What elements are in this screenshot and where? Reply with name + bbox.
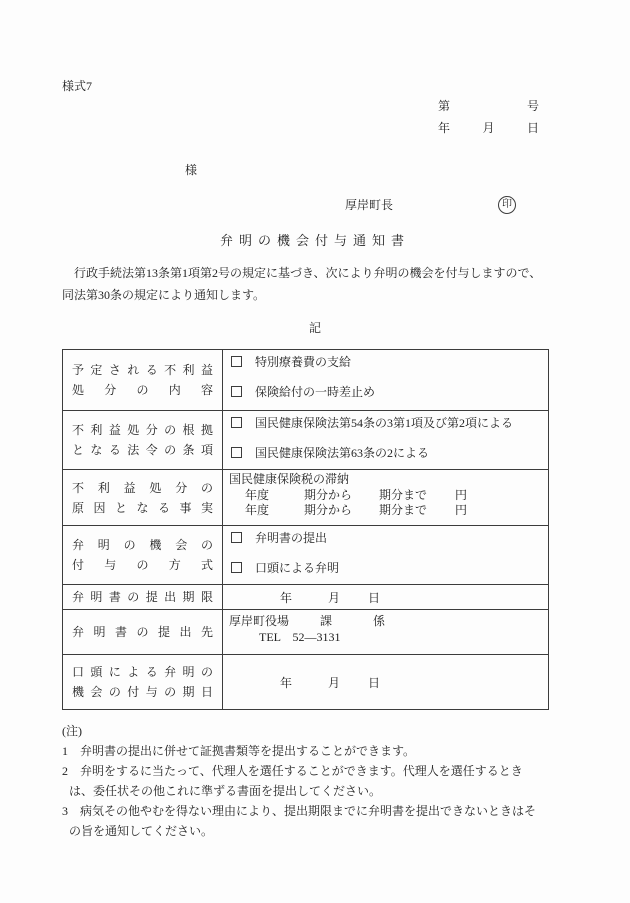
row-value-cell bbox=[223, 655, 549, 710]
row-label-line: 不利益処分の根拠 bbox=[72, 423, 213, 437]
row-label-line: 付与の方式 bbox=[72, 558, 213, 572]
sender-name: 厚岸町長 bbox=[345, 198, 394, 212]
destination-office-line bbox=[229, 613, 542, 629]
table-row-disposition-content bbox=[63, 350, 549, 411]
table-row-deadline bbox=[63, 585, 549, 610]
date-month-label: 月 bbox=[482, 121, 495, 135]
form-table bbox=[62, 349, 549, 710]
row-label-line: 弁明書の提出先 bbox=[72, 625, 213, 639]
facts-heading: 国民健康保険税の滞納 bbox=[229, 472, 350, 486]
row-label-line: となる法令の条項 bbox=[72, 443, 213, 457]
row-label-cell bbox=[63, 411, 223, 470]
table-row-method bbox=[63, 526, 549, 585]
table-row-facts bbox=[63, 470, 549, 526]
period-to-label: 期分まで bbox=[379, 503, 428, 517]
date-day-label: 日 bbox=[368, 675, 381, 690]
date-year-label: 年 bbox=[438, 121, 451, 135]
form-number: 様式7 bbox=[62, 79, 93, 93]
period-from-label: 期分から bbox=[304, 487, 353, 502]
yen-label: 円 bbox=[455, 487, 468, 502]
row-value-cell bbox=[223, 585, 549, 610]
notes-section bbox=[62, 721, 568, 841]
row-label-line: 機会の付与の期日 bbox=[72, 685, 213, 699]
addressee-suffix: 様 bbox=[185, 163, 198, 177]
row-value-cell bbox=[223, 610, 549, 655]
checkbox-icon[interactable] bbox=[231, 532, 242, 543]
row-label-cell bbox=[63, 470, 223, 526]
period-from-label: 期分から bbox=[304, 503, 353, 517]
row-label-line: 弁明書の提出期限 bbox=[72, 590, 213, 604]
row-label-cell bbox=[63, 350, 223, 411]
section-label: 課 bbox=[320, 614, 333, 628]
row-label-line: 予定される不利益 bbox=[72, 363, 213, 377]
table-row-destination bbox=[63, 610, 549, 655]
facts-period-line bbox=[229, 503, 542, 519]
doc-number-prefix: 第 bbox=[438, 99, 451, 113]
body-line-1: 行政手続法第13条第1項第2号の規定に基づき、次により弁明の機会を付与しますので、 bbox=[62, 266, 542, 280]
ki-marker: 記 bbox=[308, 321, 321, 335]
note-line-3-continued: の旨を通知してください。 bbox=[69, 824, 214, 838]
document-title: 弁明の機会付与通知書 bbox=[219, 233, 410, 248]
note-line-1: 1 弁明書の提出に併せて証拠書類等を提出することができます。 bbox=[62, 744, 416, 758]
date-day-label: 日 bbox=[526, 121, 539, 135]
row-value-cell bbox=[223, 526, 549, 585]
row-value-cell bbox=[223, 411, 549, 470]
doc-number-suffix: 号 bbox=[526, 99, 539, 113]
option-item bbox=[231, 445, 540, 461]
note-line-3: 3 病気その他やむを得ない理由により、提出期限までに弁明書を提出できないときはそ bbox=[62, 804, 537, 818]
row-label-line: 弁明の機会の bbox=[72, 538, 213, 552]
fiscal-year-label: 年度 bbox=[245, 487, 270, 502]
seal-icon: 印 bbox=[498, 196, 516, 214]
row-label-cell bbox=[63, 610, 223, 655]
yen-label: 円 bbox=[455, 503, 468, 517]
row-label-cell bbox=[63, 655, 223, 710]
option-label: 弁明書の提出 bbox=[255, 531, 328, 545]
option-label: 国民健康保険法第63条の2による bbox=[255, 446, 430, 460]
row-value-cell bbox=[223, 350, 549, 411]
option-label: 国民健康保険法第54条の3第1項及び第2項による bbox=[255, 416, 514, 430]
date-month-label: 月 bbox=[328, 675, 341, 690]
date-month-label: 月 bbox=[328, 590, 341, 605]
note-line-2: 2 弁明をするに当たって、代理人を選任することができます。代理人を選任するとき bbox=[62, 764, 523, 778]
note-line-2-continued: は、委任状その他これに準ずる書面を提出してください。 bbox=[69, 784, 382, 798]
row-label-cell bbox=[63, 585, 223, 610]
row-label-line: 不利益処分の bbox=[72, 480, 213, 495]
date-year-label: 年 bbox=[280, 590, 293, 605]
notes-heading: (注) bbox=[62, 724, 82, 738]
period-to-label: 期分まで bbox=[379, 487, 428, 502]
facts-period-line bbox=[229, 488, 542, 504]
body-paragraph bbox=[62, 262, 568, 306]
table-row-oral-date bbox=[63, 655, 549, 710]
office-name: 厚岸町役場 bbox=[229, 614, 290, 628]
checkbox-icon[interactable] bbox=[231, 447, 242, 458]
checkbox-icon[interactable] bbox=[231, 562, 242, 573]
row-label-cell bbox=[63, 526, 223, 585]
telephone-line: TEL 52—3131 bbox=[259, 630, 341, 644]
sender-line bbox=[62, 196, 568, 214]
option-item bbox=[231, 415, 540, 431]
doc-number-line bbox=[438, 98, 539, 114]
row-label-line: 口頭による弁明の bbox=[72, 665, 213, 679]
checkbox-icon[interactable] bbox=[231, 417, 242, 428]
option-item bbox=[231, 354, 540, 370]
option-item bbox=[231, 530, 540, 546]
option-label: 口頭による弁明 bbox=[255, 561, 340, 575]
table-row-legal-basis bbox=[63, 411, 549, 470]
row-label-line: 原因となる事実 bbox=[72, 500, 213, 515]
row-value-cell bbox=[223, 470, 549, 526]
option-item bbox=[231, 560, 540, 576]
option-label: 特別療養費の支給 bbox=[255, 355, 352, 369]
doc-date-line bbox=[438, 120, 539, 136]
date-year-label: 年 bbox=[280, 675, 293, 690]
fiscal-year-label: 年度 bbox=[245, 503, 270, 517]
body-line-2: 同法第30条の規定により通知します。 bbox=[62, 288, 266, 302]
addressee-line bbox=[62, 162, 568, 178]
date-day-label: 日 bbox=[368, 590, 381, 605]
option-label: 保険給付の一時差止め bbox=[255, 385, 376, 399]
unit-label: 係 bbox=[373, 614, 386, 628]
option-item bbox=[231, 384, 540, 400]
doc-number-block bbox=[438, 98, 539, 136]
checkbox-icon[interactable] bbox=[231, 386, 242, 397]
row-label-line: 処分の内容 bbox=[72, 383, 213, 397]
checkbox-icon[interactable] bbox=[231, 356, 242, 367]
